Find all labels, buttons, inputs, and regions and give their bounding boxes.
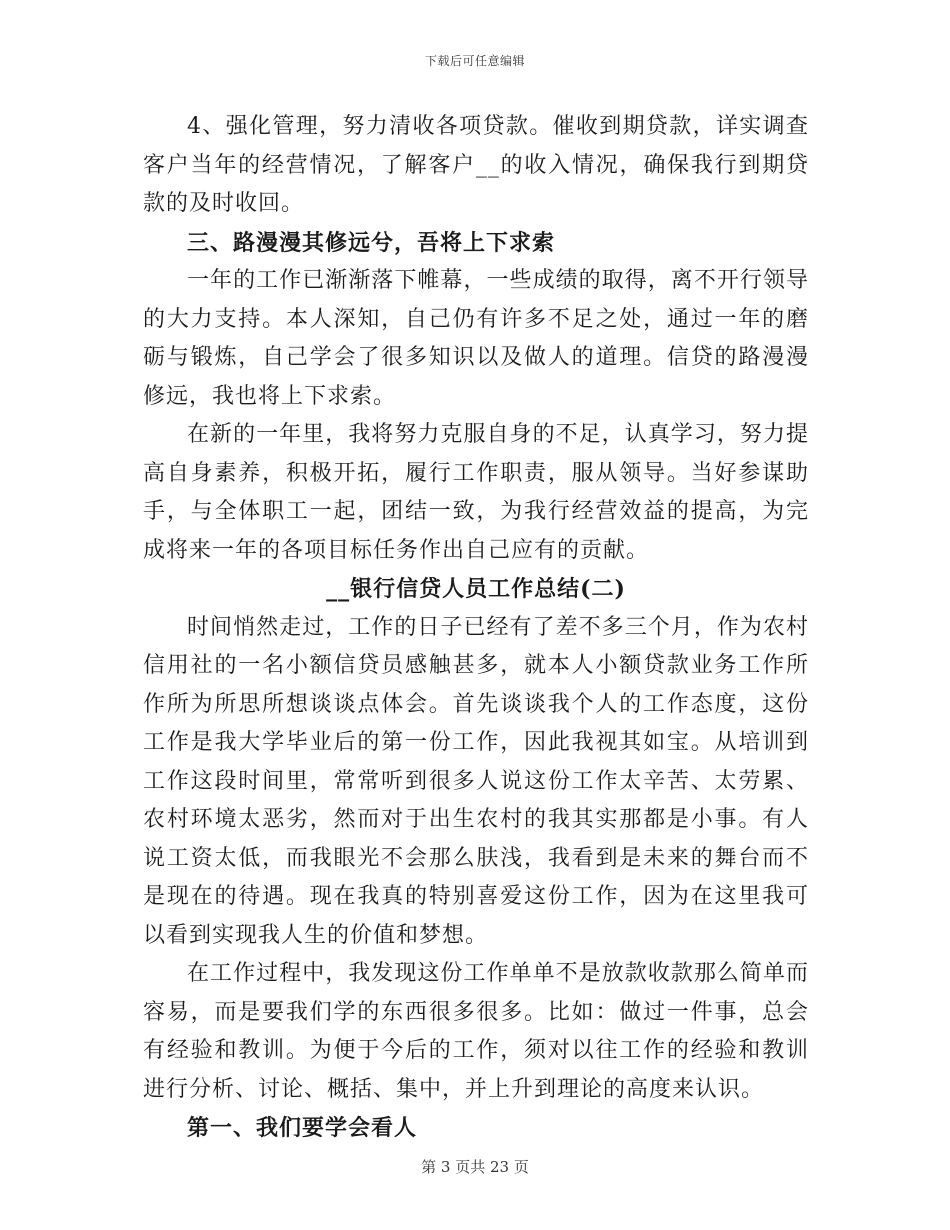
page-number: 第 3 页共 23 页 <box>421 1158 529 1176</box>
paragraph-work-attitude: 时间悄然走过，工作的日子已经有了差不多三个月，作为农村信用社的一名小额信贷员感触甚多，就本人小额贷款业务工作所作所为所思所想谈谈点体会。首先谈谈我个人的工作态度，这份工作是我大学毕业后的第一份工作，因此我视其如宝。从培训到工作这段时间里，常常听到很多人说这份工作太辛苦、太劳累、农村环境太恶劣，然而对于出生农村的我其实那都是小事。有人说工资太低，而我眼光不会那么肤浅，我看到是未来的舞台而不是现在的待遇。现在我真的特别喜爱这份工作，因为在这里我可以看到实现我人生的价值和梦想。 <box>143 614 809 948</box>
paragraph-work-process: 在工作过程中，我发现这份工作单单不是放款收款那么简单而容易，而是要我们学的东西很多很多。比如：做过一件事，总会有经验和教训。为便于今后的工作，须对以往工作的经验和教训进行分析、讨论、概括、集中，并上升到理论的高度来认识。 <box>143 961 809 1102</box>
section-heading-first: 第一、我们要学会看人 <box>187 1115 418 1141</box>
document-body <box>143 108 809 1148</box>
paragraph-year-review: 一年的工作已渐渐落下帷幕，一些成绩的取得，离不开行领导的大力支持。本人深知，自己仍有许多不足之处，通过一年的磨砺与锻炼，自己学会了很多知识以及做人的道理。信贷的路漫漫修远，我也将上下求索。 <box>143 268 809 409</box>
page-header: 下载后可任意编辑 <box>424 54 525 68</box>
section-heading-three: 三、路漫漫其修远兮，吾将上下求索 <box>187 229 556 256</box>
paragraph-new-year-plan: 在新的一年里，我将努力克服自身的不足，认真学习，努力提高自身素养，积极开拓，履行工作职责，服从领导。当好参谋助手，与全体职工一起，团结一致，为我行经营效益的提高，为完成将来一年的各项目标任务作出自己应有的贡献。 <box>143 422 809 563</box>
paragraph-loan-collection: 4、强化管理，努力清收各项贷款。催收到期贷款，详实调查客户当年的经营情况，了解客户__的收入情况，确保我行到期贷款的及时收回。 <box>143 114 809 216</box>
document-title-two: __银行信贷人员工作总结(二) <box>326 576 626 602</box>
